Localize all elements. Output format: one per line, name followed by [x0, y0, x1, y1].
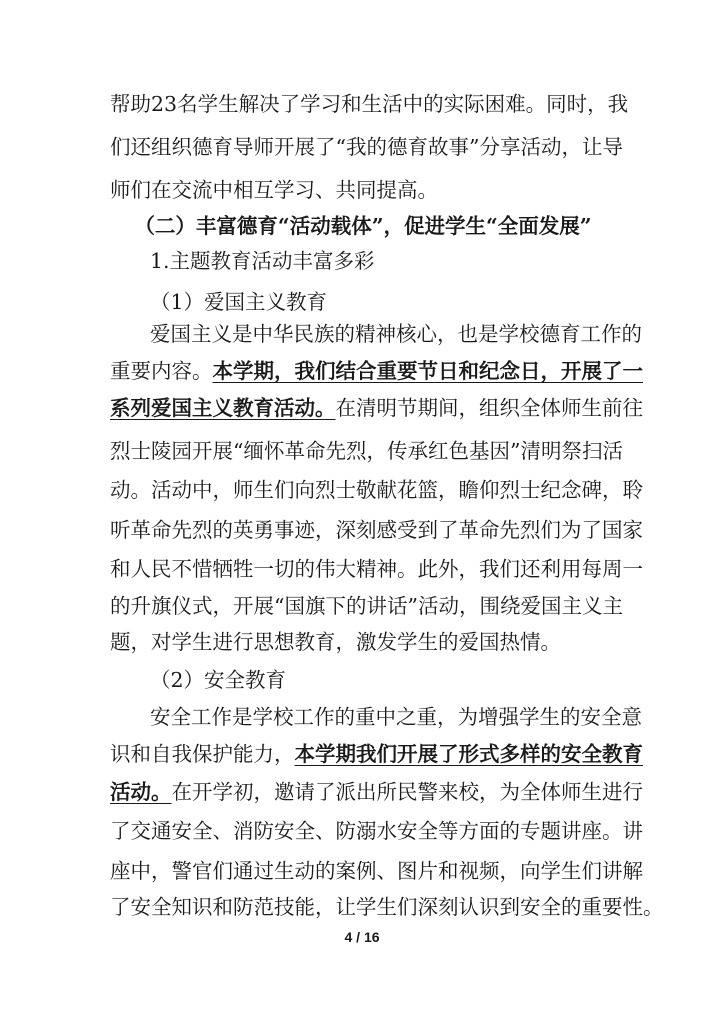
underlined-emphasis: 本学期我们开展了形式多样的安全教育: [294, 742, 643, 766]
text-run: 在清明节期间，组织全体师生前往: [335, 396, 643, 420]
subheading: 1.主题教育活动丰富多彩: [150, 249, 375, 273]
paragraph-line: [110, 778, 643, 806]
paragraph-line: 师们在交流中相互学习、共同提高。: [110, 178, 438, 202]
subheading: （1）爱国主义教育: [150, 290, 328, 314]
paragraph-line: 烈士陵园开展“缅怀革命先烈，传承红色基因”清明祭扫活: [110, 439, 623, 463]
paragraph-line: 了交通安全、消防安全、防溺水安全等方面的专题讲座。讲: [110, 819, 643, 843]
paragraph-line: 帮助23名学生解决了学习和生活中的实际困难。同时，我: [110, 92, 629, 116]
paragraph-line: [110, 740, 643, 768]
underlined-emphasis: 系列爱国主义教育活动。: [110, 396, 336, 420]
paragraph-line: 安全工作是学校工作的重中之重，为增强学生的安全意: [150, 705, 642, 729]
paragraph-line: 题，对学生进行思想教育，激发学生的爱国热情。: [110, 630, 561, 654]
subheading: （2）安全教育: [150, 668, 287, 692]
section-heading: （二）丰富德育“活动载体”，促进学生“全面发展”: [134, 214, 592, 238]
paragraph-line: 了安全知识和防范技能，让学生们深刻认识到安全的重要性。: [110, 895, 664, 919]
paragraph-line: [110, 357, 643, 385]
underlined-emphasis: 本学期，我们结合重要节日和纪念日，开展了一: [212, 359, 643, 383]
paragraph-line: 座中，警官们通过生动的案例、图片和视频，向学生们讲解: [110, 859, 643, 883]
paragraph-line: 听革命先烈的英勇事迹，深刻感受到了革命先烈们为了国家: [110, 518, 643, 542]
text-run: 重要内容。: [110, 359, 213, 383]
paragraph-line: 爱国主义是中华民族的精神核心，也是学校德育工作的: [150, 322, 642, 346]
paragraph-line: 的升旗仪式，开展“国旗下的讲话”活动，围绕爱国主义主: [110, 594, 623, 618]
text-run: 识和自我保护能力，: [110, 742, 295, 766]
page-number: 4 / 16: [344, 929, 380, 945]
underlined-emphasis: 活动。: [110, 780, 172, 804]
paragraph-line: 动。活动中，师生们向烈士敬献花篮，瞻仰烈士纪念碑，聆: [110, 478, 643, 502]
text-run: 在开学初，邀请了派出所民警来校，为全体师生进行: [171, 780, 643, 804]
paragraph-line: [110, 394, 643, 422]
paragraph-line: 和人民不惜牺牲一切的伟大精神。此外，我们还利用每周一: [110, 557, 643, 581]
paragraph-line: 们还组织德育导师开展了“我的德育故事”分享活动，让导: [110, 135, 623, 159]
